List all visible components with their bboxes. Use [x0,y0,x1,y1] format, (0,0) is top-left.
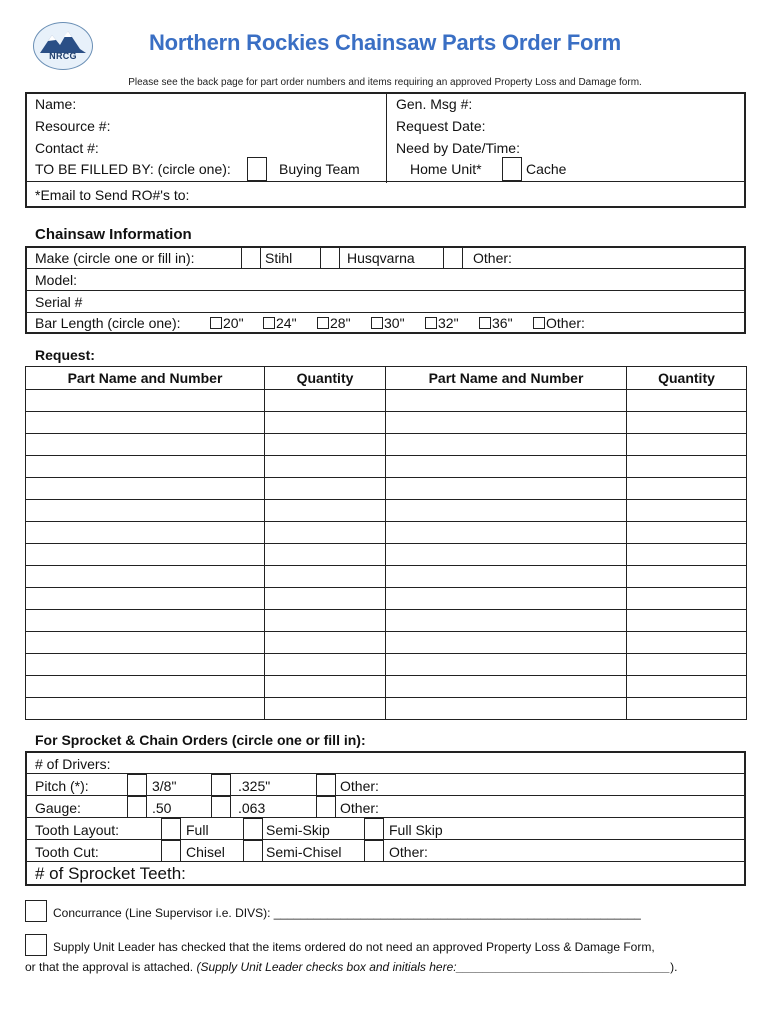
pitch-other-checkbox[interactable] [316,774,336,796]
quantity-cell[interactable] [265,522,386,544]
home-unit-label: Home Unit* [410,161,482,177]
table-row [26,654,747,676]
column-header: Quantity [627,367,747,390]
quantity-cell[interactable] [627,522,747,544]
quantity-cell[interactable] [265,588,386,610]
quantity-cell[interactable] [265,676,386,698]
part-name-cell[interactable] [386,456,627,478]
sprocket-heading: For Sprocket & Chain Orders (circle one or fill in): [35,732,366,748]
part-name-cell[interactable] [26,478,265,500]
supply-unit-text-2[interactable] [25,958,678,976]
quantity-cell[interactable] [265,412,386,434]
pitch-38-label: 3/8" [152,778,177,794]
checkbox-icon [479,317,491,329]
part-name-cell[interactable] [26,610,265,632]
quantity-cell[interactable] [265,456,386,478]
part-name-cell[interactable] [26,566,265,588]
layout-semi-skip-label: Semi-Skip [266,822,330,838]
cut-other-field[interactable]: Other: [389,844,428,860]
concurrance-checkbox[interactable] [25,900,47,922]
table-row [26,390,747,412]
cache-label: Cache [526,161,567,177]
gauge-50-checkbox[interactable] [127,796,147,818]
part-name-cell[interactable] [386,434,627,456]
layout-full-checkbox[interactable] [161,818,181,840]
part-name-cell[interactable] [386,588,627,610]
part-name-cell[interactable] [386,610,627,632]
gauge-063-checkbox[interactable] [211,796,231,818]
part-name-cell[interactable] [386,412,627,434]
chainsaw-heading: Chainsaw Information [35,226,192,243]
quantity-cell[interactable] [627,632,747,654]
pitch-38-checkbox[interactable] [127,774,147,796]
supply-text-end: ). [670,960,678,974]
gauge-other-field[interactable]: Other: [340,800,379,816]
tooth-layout-label: Tooth Layout: [35,822,120,838]
pitch-325-label: .325" [238,778,271,794]
layout-semi-skip-checkbox[interactable] [243,818,263,840]
tooth-cut-label: Tooth Cut: [35,844,99,860]
supply-initials-line[interactable]: (Supply Unit Leader checks box and initials here:________________________________ [196,960,671,974]
buying-team-checkbox[interactable] [247,157,267,181]
request-table [25,366,747,720]
bar-option-20[interactable]: 20" [210,314,244,332]
column-header: Part Name and Number [26,367,265,390]
quantity-cell[interactable] [627,566,747,588]
quantity-cell[interactable] [265,500,386,522]
quantity-cell[interactable] [627,654,747,676]
quantity-cell[interactable] [265,610,386,632]
other-make-field[interactable]: Other: [473,250,512,266]
pitch-325-checkbox[interactable] [211,774,231,796]
table-row [26,500,747,522]
request-date-field[interactable]: Request Date: [396,118,486,134]
model-field[interactable]: Model: [35,272,78,288]
part-name-cell[interactable] [26,522,265,544]
make-label: Make (circle one or fill in): [35,250,195,266]
table-header-row [26,367,747,390]
divider [26,181,745,182]
drivers-field[interactable]: # of Drivers: [35,756,111,772]
quantity-cell[interactable] [627,500,747,522]
part-name-cell[interactable] [26,434,265,456]
quantity-cell[interactable] [265,434,386,456]
request-table-body [26,390,747,720]
form-subtitle: Please see the back page for part order numbers and items requiring an approved Property Loss and Damage form. [128,77,642,88]
column-header: Quantity [265,367,386,390]
quantity-cell[interactable] [265,698,386,720]
table-row [26,456,747,478]
part-name-cell[interactable] [386,676,627,698]
part-name-cell[interactable] [26,632,265,654]
gen-msg-field[interactable]: Gen. Msg #: [396,96,473,112]
divider [26,290,745,291]
form-title: Northern Rockies Chainsaw Parts Order Form [148,30,622,55]
checkbox-icon [371,317,383,329]
table-row [26,434,747,456]
checkbox-icon [210,317,222,329]
pitch-other-field[interactable]: Other: [340,778,379,794]
contact-field[interactable]: Contact #: [35,140,99,156]
bar-length-label: Bar Length (circle one): [35,315,181,331]
quantity-cell[interactable] [627,456,747,478]
cut-other-checkbox[interactable] [364,840,384,862]
part-name-cell[interactable] [386,632,627,654]
part-name-cell[interactable] [26,654,265,676]
stihl-checkbox[interactable] [241,247,261,269]
quantity-cell[interactable] [265,566,386,588]
need-by-field[interactable]: Need by Date/Time: [396,140,520,156]
checkbox-icon [425,317,437,329]
other-make-checkbox[interactable] [443,247,463,269]
table-row [26,698,747,720]
husqvarna-checkbox[interactable] [320,247,340,269]
quantity-cell[interactable] [265,478,386,500]
table-row [26,412,747,434]
supply-unit-text: Supply Unit Leader has checked that the items ordered do not need an approved Property Loss & Damage Form, [53,940,655,954]
divider [26,312,745,313]
part-name-cell[interactable] [386,522,627,544]
checkbox-icon [317,317,329,329]
cut-semi-chisel-checkbox[interactable] [243,840,263,862]
table-row [26,478,747,500]
quantity-cell[interactable] [265,632,386,654]
divider [26,268,745,269]
quantity-cell[interactable] [265,390,386,412]
part-name-cell[interactable] [386,500,627,522]
logo-text: NRCG [49,51,77,61]
quantity-cell[interactable] [627,698,747,720]
table-row [26,566,747,588]
gauge-50-label: .50 [152,800,172,816]
table-row [26,588,747,610]
quantity-cell[interactable] [265,544,386,566]
part-name-cell[interactable] [26,588,265,610]
part-name-cell[interactable] [386,654,627,676]
part-name-cell[interactable] [26,676,265,698]
table-row [26,632,747,654]
supply-text-plain: or that the approval is attached. [25,960,197,974]
cut-semi-chisel-label: Semi-Chisel [266,844,342,860]
husqvarna-label: Husqvarna [347,250,415,266]
part-name-cell[interactable] [26,698,265,720]
quantity-cell[interactable] [627,478,747,500]
quantity-cell[interactable] [627,390,747,412]
bar-option-30[interactable]: 30" [371,314,405,332]
cache-checkbox[interactable] [502,157,522,181]
table-row [26,676,747,698]
table-row [26,610,747,632]
quantity-cell[interactable] [627,610,747,632]
part-name-cell[interactable] [386,544,627,566]
quantity-cell[interactable] [627,544,747,566]
gauge-label: Gauge: [35,800,81,816]
bar-option-36[interactable]: 36" [479,314,513,332]
checkbox-icon [533,317,545,329]
part-name-cell[interactable] [386,566,627,588]
layout-full-label: Full [186,822,209,838]
quantity-cell[interactable] [627,588,747,610]
stihl-label: Stihl [265,250,293,266]
buying-team-label: Buying Team [279,161,360,177]
layout-full-skip-checkbox[interactable] [364,818,384,840]
part-name-cell[interactable] [26,500,265,522]
bar-option-32[interactable]: 32" [425,314,459,332]
bar-option-28[interactable]: 28" [317,314,351,332]
cut-chisel-checkbox[interactable] [161,840,181,862]
pitch-label: Pitch (*): [35,778,89,794]
request-heading: Request: [35,347,95,363]
divider [26,861,745,862]
email-field[interactable]: *Email to Send RO#'s to: [35,187,190,203]
bar-option-24[interactable]: 24" [263,314,297,332]
quantity-cell[interactable] [627,434,747,456]
part-name-cell[interactable] [26,544,265,566]
divider [26,839,745,840]
table-row [26,522,747,544]
part-name-cell[interactable] [26,456,265,478]
gauge-other-checkbox[interactable] [316,796,336,818]
part-name-cell[interactable] [386,390,627,412]
column-header: Part Name and Number [386,367,627,390]
table-row [26,544,747,566]
checkbox-icon [263,317,275,329]
cut-chisel-label: Chisel [186,844,225,860]
part-name-cell[interactable] [26,412,265,434]
name-field[interactable]: Name: [35,96,77,112]
divider [386,93,387,183]
serial-field[interactable]: Serial # [35,294,83,310]
part-name-cell[interactable] [26,390,265,412]
part-name-cell[interactable] [386,698,627,720]
concurrance-line[interactable]: Concurrance (Line Supervisor i.e. DIVS): _______________________________________________________ [53,906,641,920]
quantity-cell[interactable] [265,654,386,676]
sprocket-teeth-field[interactable]: # of Sprocket Teeth: [35,864,186,883]
layout-full-skip-label: Full Skip [389,822,443,838]
supply-unit-checkbox[interactable] [25,934,47,956]
resource-field[interactable]: Resource #: [35,118,111,134]
quantity-cell[interactable] [627,676,747,698]
gauge-063-label: .063 [238,800,266,816]
bar-option-other[interactable]: Other: [533,314,585,332]
filled-by-label: TO BE FILLED BY: (circle one): [35,161,231,177]
part-name-cell[interactable] [386,478,627,500]
quantity-cell[interactable] [627,412,747,434]
